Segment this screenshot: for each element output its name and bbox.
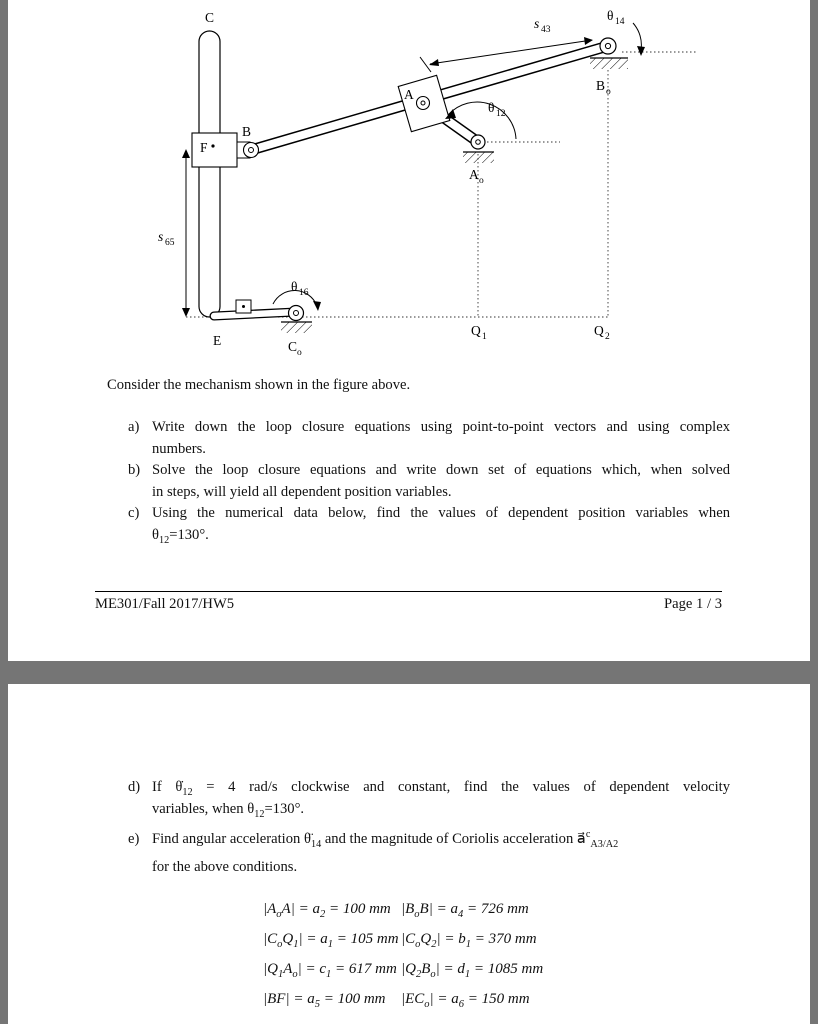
footer-course-label: ME301/Fall 2017/HW5 — [95, 596, 235, 612]
label-s65-sub: 65 — [165, 238, 175, 248]
question-list-page1 — [128, 417, 730, 546]
item-a-letter: a) — [128, 419, 140, 435]
label-Q1-sub: 1 — [482, 332, 487, 342]
footer-page-number: Page 1 / 3 — [664, 596, 722, 612]
item-d-line1: If $\thetȧ_{12} = 4$ rad/s clockwise and constant, find the values of dependent velocity — [152, 779, 731, 798]
pin-Ao — [471, 135, 485, 149]
question-list-page2 — [128, 776, 730, 886]
label-Q1: Q — [471, 323, 481, 338]
label-s65: s — [158, 229, 164, 244]
equation-CoQ1: $|C_oQ_1| = a_1 = 105$ mm — [263, 931, 399, 950]
page1-footer — [95, 591, 722, 613]
item-d-letter: d) — [128, 779, 141, 795]
equation-CoQ2: $|C_oQ_2| = b_1 = 370$ mm — [401, 931, 537, 950]
s65-dimension — [182, 149, 190, 317]
pin-Co — [289, 306, 304, 321]
question-item-e — [128, 828, 730, 878]
label-F: F — [200, 140, 208, 155]
equation-BF: $|BF| = a_5 = 100$ mm — [263, 991, 386, 1010]
item-b-line1: Solve the loop closure equations and write down set of equations which, when solved — [152, 462, 730, 478]
label-E: E — [213, 333, 222, 348]
label-theta16-sub: 16 — [299, 288, 309, 298]
question-item-d — [128, 776, 730, 820]
ground-Bo — [590, 58, 628, 69]
item-a-line1: Write down the loop closure equations using point-to-point vectors and using complex — [152, 419, 730, 435]
item-b-letter: b) — [128, 462, 141, 478]
item-d-line2: variables, when $\theta_{12}=130^\circ$. — [152, 801, 305, 820]
equation-Q1Ao: $|Q_1A_o| = c_1 = 617$ mm — [263, 961, 397, 980]
label-Q2: Q — [594, 323, 604, 338]
footer-rule — [95, 591, 722, 592]
label-s43-sub: 43 — [541, 25, 551, 35]
label-C: C — [205, 10, 215, 25]
link-C — [199, 31, 220, 317]
label-Co: C — [288, 339, 298, 354]
pin-A — [417, 97, 430, 110]
document-page-1 — [8, 0, 810, 661]
label-theta14-sub: 14 — [615, 17, 625, 27]
label-theta12-sub: 12 — [496, 109, 506, 119]
question-item-b — [128, 460, 730, 503]
item-e-line2: for the above conditions. — [152, 859, 298, 875]
label-theta14: θ — [607, 8, 614, 23]
label-Q2-sub: 2 — [605, 332, 610, 342]
label-Ao: A — [469, 167, 479, 182]
document-page-2 — [8, 684, 810, 1024]
ground-Co — [281, 322, 312, 333]
label-Bo-sub: o — [606, 87, 611, 97]
item-e-letter: e) — [128, 831, 140, 847]
item-b-line2: in steps, will yield all dependent position variables. — [152, 483, 452, 500]
numerical-data-equations — [263, 894, 543, 1014]
label-theta16: θ — [291, 279, 298, 294]
slider-E — [236, 300, 251, 313]
pin-B — [244, 143, 259, 158]
label-Bo: B — [596, 78, 606, 93]
question-item-a — [128, 417, 730, 460]
pin-Bo — [600, 38, 616, 54]
mechanism-figure — [8, 0, 810, 365]
question-item-c — [128, 503, 730, 546]
item-a-line2: numbers. — [152, 440, 206, 457]
theta14-arc — [633, 23, 645, 56]
equation-ECo: $|EC_o| = a_6 = 150$ mm — [401, 991, 530, 1010]
item-c-line2: $\theta_{12}=130^\circ$. — [152, 526, 209, 546]
equation-AoA: $|A_oA| = a_2 = 100$ mm — [263, 901, 391, 920]
intro-text: Consider the mechanism shown in the figure above. — [107, 377, 411, 393]
equation-Q2Bo: $|Q_2B_o| = d_1 = 1085$ mm — [401, 961, 544, 980]
ground-Ao — [463, 152, 494, 163]
item-c-letter: c) — [128, 505, 140, 521]
label-Ao-sub: o — [479, 176, 484, 186]
label-theta12: θ — [488, 100, 495, 115]
equation-BoB: $|B_oB| = a_4 = 726$ mm — [401, 901, 529, 920]
item-c-line1: Using the numerical data below, find the values of dependent position variables when — [152, 505, 730, 521]
link-E-Co — [214, 312, 296, 316]
label-B: B — [242, 124, 252, 139]
item-e-line1: Find angular acceleration $\thetä_{14}$ and the magnitude of Coriolis acceleration a⃗$^c_{A3/A2}$ — [152, 829, 619, 850]
label-s43: s — [534, 16, 540, 31]
label-Co-sub: o — [297, 348, 302, 358]
label-A: A — [404, 87, 414, 102]
